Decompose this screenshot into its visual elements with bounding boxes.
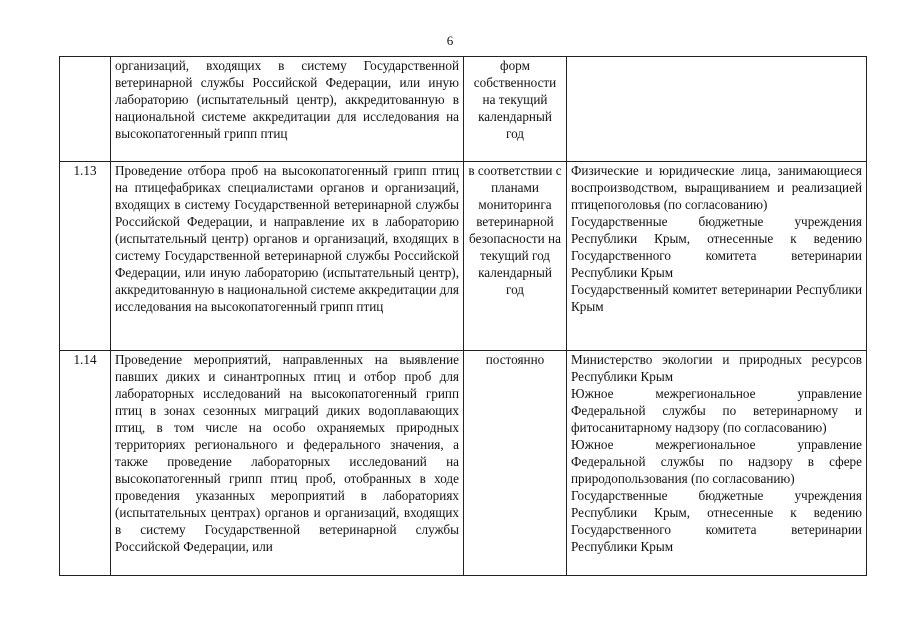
measures-table [59, 56, 867, 576]
table-row [60, 351, 867, 576]
responsible-cell [567, 162, 867, 351]
responsible-cell [567, 351, 867, 576]
table-row [60, 162, 867, 351]
page-number: 6 [446, 33, 454, 48]
responsible-entry: Южное межрегиональное управление Федеральной службы по ветеринарному и фитосанитарному надзору (по согласованию) [571, 386, 862, 435]
measure-text: Проведение мероприятий, направленных на выявление павших диких и синантропных птиц и отбор проб для лабораторных исследований на высокопатогенный грипп птиц в зонах сезонных миграций диких водоплавающих птиц, в том числе на особо охраняемых природных территориях регионального и федерального значения, а также проведение лабораторных исследований на высокопатогенный грипп птиц проб, отобранных в ходе проведения указанных мероприятий в лабораториях (испытательных центрах) органов и организаций, входящих в систему Государственной ветеринарной службы Российской Федерации, или [111, 351, 464, 576]
table-row [60, 57, 867, 162]
responsible-entry: Южное межрегиональное управление Федеральной службы по надзору в сфере природопользования (по согласованию) [571, 437, 862, 486]
responsible-cell [567, 57, 867, 162]
measure-text: Проведение отбора проб на высокопатогенный грипп птиц на птицефабриках специалистами органов и организаций, входящих в систему Государственной ветеринарной службы Российской Федерации, и направление их в лабораторию (испытательный центр) органов и организаций, входящих в систему Государственной ветеринарной службы Российской Федерации, или иную лабораторию (испытательный центр), аккредитованную в национальной системе аккредитации для исследования на высокопатогенный грипп птиц [111, 162, 464, 351]
responsible-entry: Государственный комитет ветеринарии Республики Крым [571, 282, 862, 314]
responsible-entry: Министерство экологии и природных ресурсов Республики Крым [571, 352, 862, 384]
row-number: 1.13 [60, 162, 111, 351]
responsible-entry: Государственные бюджетные учреждения Республики Крым, отнесенные к ведению Государственного комитета ветеринарии Республики Крым [571, 214, 862, 280]
row-number [60, 57, 111, 162]
row-number: 1.14 [60, 351, 111, 576]
responsible-entry: Физические и юридические лица, занимающиеся воспроизводством, выращиванием и реализацией птицепоголовья (по согласованию) [571, 163, 862, 212]
term-text: постоянно [464, 351, 567, 576]
measure-text: организаций, входящих в систему Государственной ветеринарной службы Российской Федерации, или иную лабораторию (испытательный центр), аккредитованную в национальной системе аккредитации для исследования на высокопатогенный грипп птиц [111, 57, 464, 162]
term-text: в соответствии с планами мониторинга ветеринарной безопасности на текущий год календарный год [464, 162, 567, 351]
responsible-entry: Государственные бюджетные учреждения Республики Крым, отнесенные к ведению Государственного комитета ветеринарии Республики Крым [571, 488, 862, 554]
term-text: форм собственности на текущий календарный год [464, 57, 567, 162]
